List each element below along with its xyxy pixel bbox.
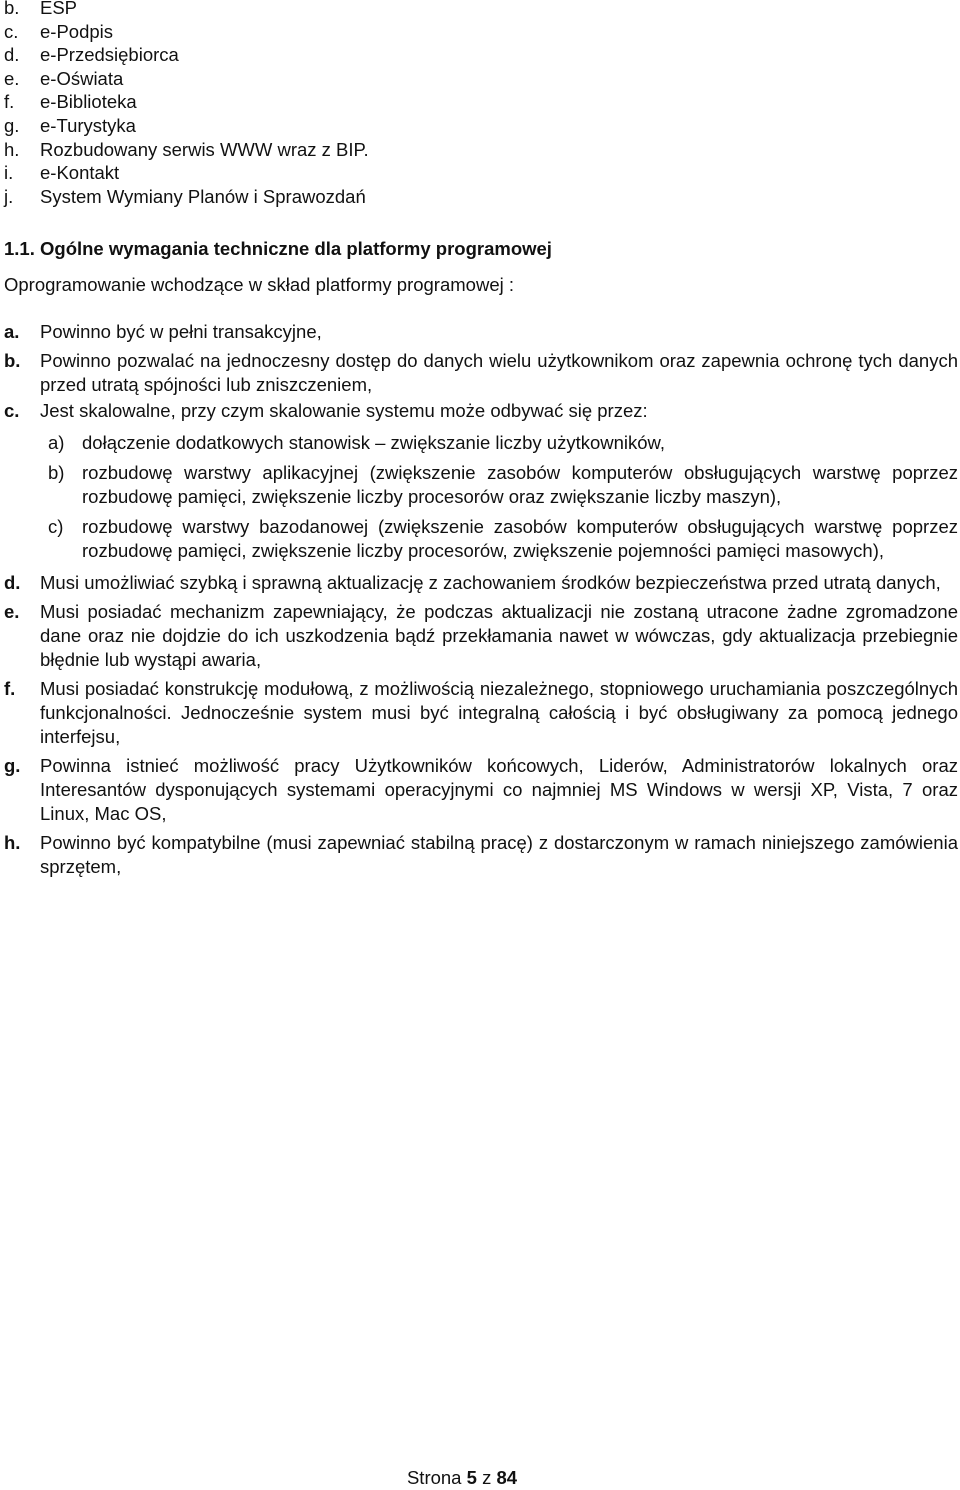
list-marker: h. [4, 138, 20, 160]
requirements-list [4, 320, 958, 884]
requirement-text: Musi umożliwiać szybką i sprawną aktualizację z zachowaniem środków bezpieczeństwa przed utratą danych, [40, 572, 941, 593]
list-item [4, 114, 704, 138]
list-text: Rozbudowany serwis WWW wraz z BIP. [40, 138, 369, 160]
option-text: rozbudowę warstwy aplikacyjnej (zwiększenie zasobów komputerów obsługujących warstwę poprzez rozbudowę pamięci, zwiększenie liczby procesorów oraz zwiększanie liczby maszyn), [82, 462, 958, 507]
list-text: System Wymiany Planów i Sprawozdań [40, 185, 366, 207]
list-marker: c. [4, 20, 19, 42]
requirement-text: Musi posiadać mechanizm zapewniający, że podczas aktualizacji nie zostaną utracone żadne zgromadzone dane oraz nie dojdzie do ich uszkodzenia bądź przekłamania nawet w wówczas, gdy aktualizacja przebiegnie błędnie lub wystąpi awaria, [40, 601, 958, 670]
list-item [4, 0, 704, 20]
requirement-item [4, 754, 958, 826]
requirement-marker: e. [4, 601, 20, 622]
list-marker: b. [4, 0, 20, 18]
requirement-text: Powinno pozwalać na jednoczesny dostęp do danych wielu użytkownikom oraz zapewnia ochronę tych danych przed utratą spójności lub zniszczeniem, [40, 350, 958, 395]
option-text: rozbudowę warstwy bazodanowej (zwiększenie zasobów komputerów obsługujących warstwę poprzez rozbudowę pamięci, zwiększenie liczby procesorów, zwiększenie pojemności pamięci masowych), [82, 516, 958, 561]
scaling-option [48, 431, 958, 455]
list-text: e-Kontakt [40, 162, 120, 184]
list-marker: e. [4, 67, 20, 89]
section-title: Ogólne wymagania techniczne dla platformy programowej [40, 238, 552, 259]
option-text: dołączenie dodatkowych stanowisk – zwiększanie liczby użytkowników, [82, 432, 666, 453]
list-item [4, 43, 704, 67]
option-marker: a) [48, 432, 65, 453]
list-item [4, 138, 704, 162]
current-page-number: 5 [466, 1467, 477, 1488]
requirement-item [4, 399, 958, 423]
requirement-text: Powinno być w pełni transakcyjne, [40, 321, 322, 342]
requirement-text: Musi posiadać konstrukcję modułową, z możliwością niezależnego, stopniowego uruchamiania poszczególnych funkcjonalności. Jednocześnie system musi być integralną całością i być obsługiwany za pomocą jednego interfejsu, [40, 678, 958, 747]
page-label: Strona [406, 1467, 462, 1488]
requirement-marker: a. [4, 321, 20, 342]
requirement-marker: b. [4, 350, 21, 371]
page-footer [0, 1466, 924, 1490]
requirement-item [4, 600, 958, 672]
list-text: e-Biblioteka [40, 91, 137, 113]
list-text: e-Oświata [40, 67, 124, 89]
section-number: 1.1. [4, 238, 35, 259]
requirement-marker: h. [4, 832, 21, 853]
page-separator: z [482, 1467, 492, 1488]
list-text: e-Turystyka [40, 114, 136, 136]
list-text: e-Przedsiębiorca [40, 44, 179, 66]
requirement-marker: c. [4, 400, 20, 421]
requirement-marker: f. [4, 678, 16, 699]
option-marker: b) [48, 462, 65, 483]
requirement-marker: g. [4, 755, 21, 776]
list-text: e-Podpis [40, 20, 114, 42]
list-marker: i. [4, 162, 14, 184]
requirement-marker: d. [4, 572, 21, 593]
requirement-text: Jest skalowalne, przy czym skalowanie systemu może odbywać się przez: [40, 400, 648, 421]
scaling-option [48, 461, 958, 509]
requirement-item [4, 349, 958, 397]
requirement-item [4, 320, 958, 344]
total-pages-number: 84 [496, 1467, 518, 1488]
option-marker: c) [48, 516, 64, 537]
list-marker: j. [4, 185, 14, 207]
list-marker: f. [4, 91, 15, 113]
requirement-text: Powinna istnieć możliwość pracy Użytkowników końcowych, Liderów, Administratorów lokalnych oraz Interesantów dysponujących systemami operacyjnymi co najmniej MS Windows w wersji XP, Vista, 7 oraz Linux, Mac OS, [40, 755, 958, 824]
service-list [4, 0, 704, 208]
list-marker: g. [4, 114, 20, 136]
section-heading [4, 237, 552, 261]
section-intro: Oprogramowanie wchodzące w skład platformy programowej : [4, 274, 514, 295]
list-item [4, 185, 704, 209]
requirement-item [4, 831, 958, 879]
list-marker: d. [4, 44, 20, 66]
list-text: ESP [40, 0, 78, 18]
list-item [4, 161, 704, 185]
scaling-options-list [48, 431, 958, 563]
list-item [4, 90, 704, 114]
requirement-item [4, 677, 958, 749]
scaling-option [48, 515, 958, 563]
requirement-item [4, 571, 958, 595]
list-item [4, 67, 704, 91]
list-item [4, 20, 704, 44]
requirement-text: Powinno być kompatybilne (musi zapewniać stabilną pracę) z dostarczonym w ramach niniejszego zamówienia sprzętem, [40, 832, 958, 877]
